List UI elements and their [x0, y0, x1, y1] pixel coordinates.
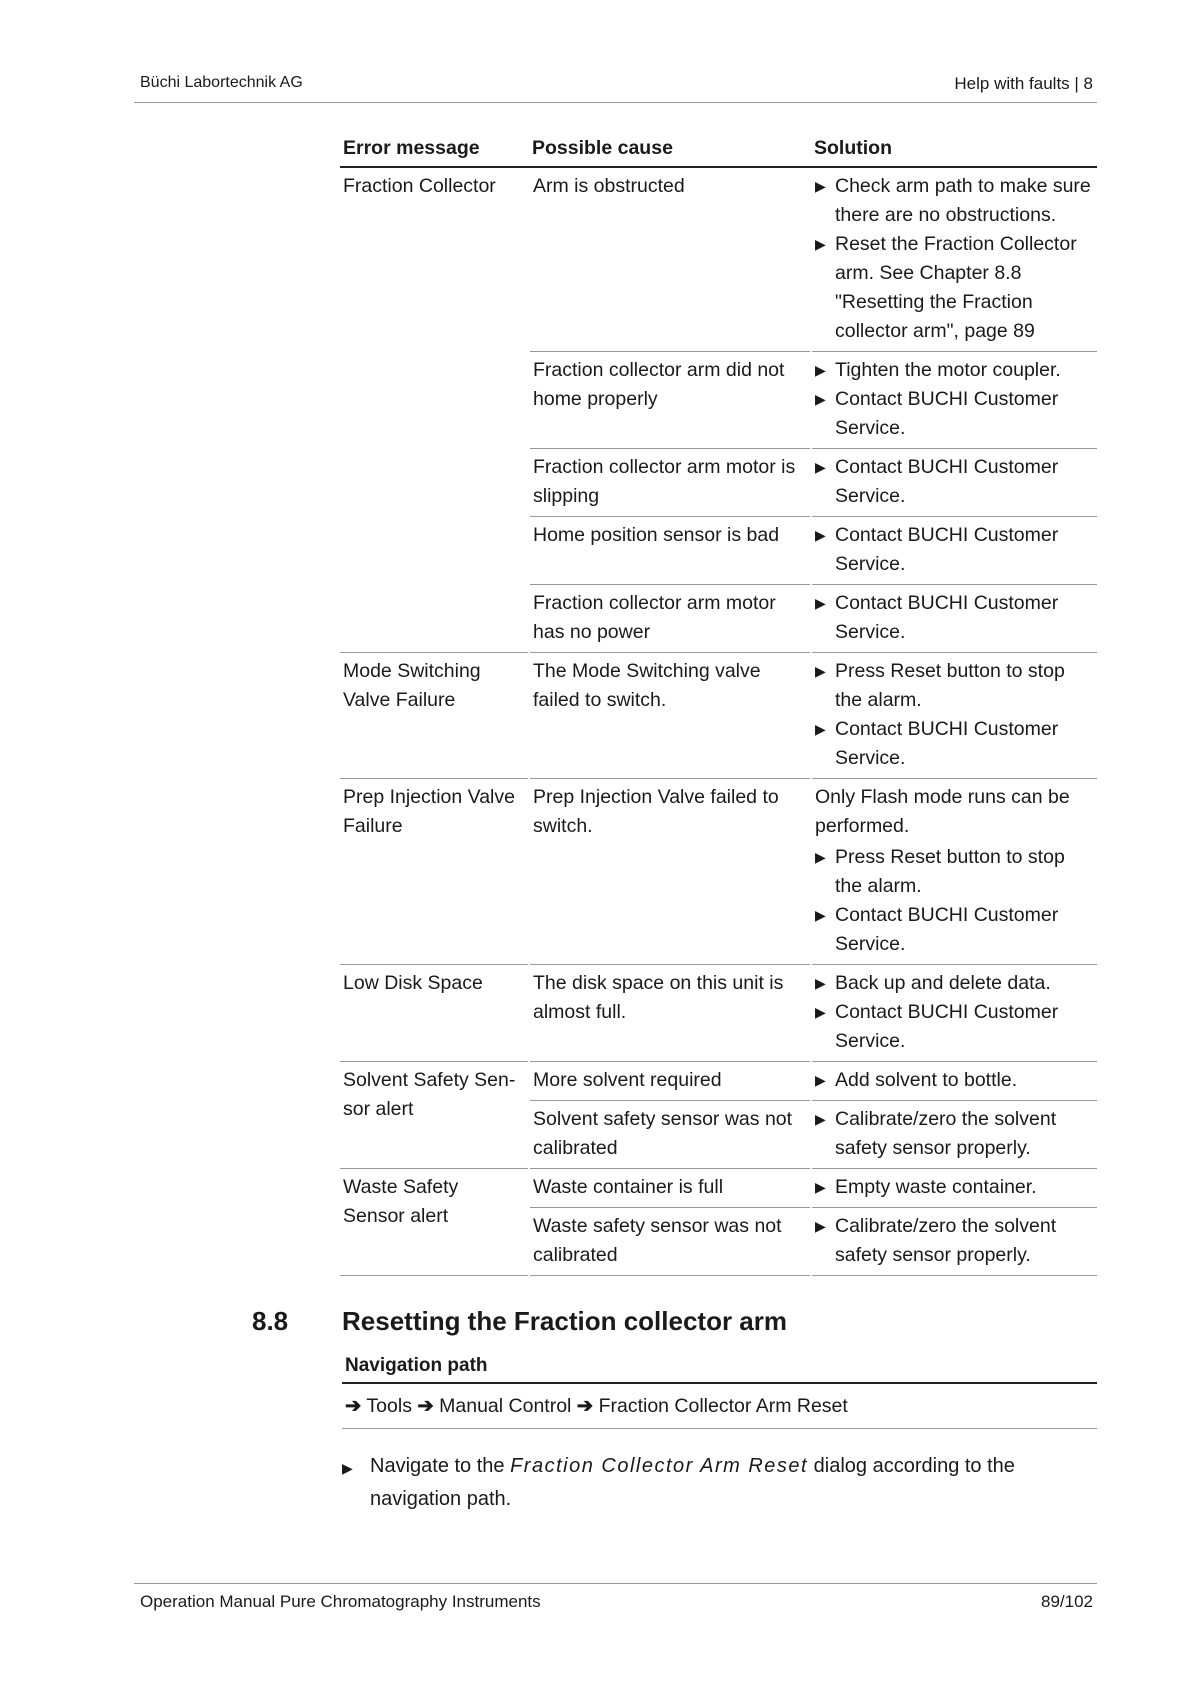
- bullet-triangle-icon: ▶: [815, 595, 826, 611]
- table-row: [340, 653, 1097, 779]
- solution-cell: [811, 1101, 1097, 1169]
- navigation-path-heading: Navigation path: [342, 1355, 1097, 1384]
- column-header-solution: Solution: [811, 132, 1097, 167]
- dialog-name: Fraction Collector Arm Reset: [510, 1455, 809, 1477]
- solution-text: Add solvent to bottle.: [835, 1069, 1018, 1091]
- solution-item: [815, 385, 1094, 443]
- solution-text: Reset the Fraction Collector arm. See Chapter 8.8 "Resetting the Fraction collector arm", page 89: [835, 233, 1077, 342]
- solution-text: Calibrate/zero the solvent safety sensor properly.: [835, 1215, 1057, 1266]
- solution-cell: [811, 1208, 1097, 1276]
- error-message-cell: Solvent Safety Sen-sor alert: [340, 1062, 529, 1169]
- solution-item: [815, 521, 1094, 579]
- possible-cause-cell: Waste safety sensor was not calibrated: [529, 1208, 811, 1276]
- possible-cause-cell: Arm is obstructed: [529, 167, 811, 352]
- bullet-triangle-icon: ▶: [815, 362, 826, 378]
- section-title: Resetting the Fraction collector arm: [342, 1306, 787, 1336]
- solution-text: Contact BUCHI Customer Service.: [835, 388, 1059, 439]
- possible-cause-cell: Prep Injection Valve failed to switch.: [529, 779, 811, 965]
- solution-item: [815, 969, 1094, 998]
- bullet-triangle-icon: ▶: [815, 178, 826, 194]
- solution-note: Only Flash mode runs can be performed.: [815, 786, 1070, 837]
- solution-cell: [811, 965, 1097, 1062]
- solution-item: [815, 1066, 1094, 1095]
- column-header-cause: Possible cause: [529, 132, 811, 167]
- navigation-path: [342, 1384, 1097, 1429]
- solution-text: Press Reset button to stop the alarm.: [835, 660, 1065, 711]
- footer-page-number: 89/102: [1041, 1592, 1093, 1611]
- bullet-triangle-icon: ▶: [815, 1072, 826, 1088]
- possible-cause-cell: The Mode Switching valve failed to switch.: [529, 653, 811, 779]
- solution-item: [815, 589, 1094, 647]
- instruction-prefix: Navigate to the: [370, 1455, 505, 1477]
- bullet-triangle-icon: ▶: [815, 1179, 826, 1195]
- possible-cause-cell: Fraction collector arm motor has no power: [529, 585, 811, 653]
- solution-text: Back up and delete data.: [835, 972, 1051, 994]
- bullet-triangle-icon: ▶: [815, 663, 826, 679]
- instruction-text: [342, 1450, 1097, 1516]
- possible-cause-cell: Fraction collector arm motor is slipping: [529, 449, 811, 517]
- nav-step-arm-reset: Fraction Collector Arm Reset: [598, 1395, 848, 1417]
- possible-cause-cell: The disk space on this unit is almost full.: [529, 965, 811, 1062]
- solution-cell: [811, 352, 1097, 449]
- solution-text: Calibrate/zero the solvent safety sensor properly.: [835, 1108, 1057, 1159]
- solution-text: Contact BUCHI Customer Service.: [835, 904, 1059, 955]
- section-number: 8.8: [252, 1306, 289, 1336]
- solution-item: [815, 1105, 1094, 1163]
- solution-item: [815, 998, 1094, 1056]
- header-divider: [134, 102, 1097, 103]
- header-section: Help with faults | 8: [954, 74, 1093, 93]
- bullet-triangle-icon: ▶: [815, 1004, 826, 1020]
- bullet-triangle-icon: ▶: [815, 849, 826, 865]
- bullet-triangle-icon: ▶: [815, 975, 826, 991]
- solution-item: [815, 901, 1094, 959]
- solution-item: [815, 172, 1094, 230]
- solution-text: Contact BUCHI Customer Service.: [835, 718, 1059, 769]
- possible-cause-cell: Fraction collector arm did not home properly: [529, 352, 811, 449]
- fault-table-container: [340, 132, 1097, 1276]
- error-message-cell: Low Disk Space: [340, 965, 529, 1062]
- navigation-path-box: [342, 1355, 1097, 1429]
- error-message-cell: Fraction Collector: [340, 167, 529, 653]
- solution-cell: [811, 1062, 1097, 1101]
- solution-text: Contact BUCHI Customer Service.: [835, 592, 1059, 643]
- bullet-triangle-icon: ▶: [815, 1218, 826, 1234]
- solution-cell: [811, 653, 1097, 779]
- error-message-cell: Waste Safety Sensor alert: [340, 1169, 529, 1276]
- solution-text: Contact BUCHI Customer Service.: [835, 456, 1059, 507]
- arrow-right-icon: ➔: [576, 1395, 594, 1417]
- solution-item: [815, 1212, 1094, 1270]
- solution-text: Contact BUCHI Customer Service.: [835, 524, 1059, 575]
- solution-cell: [811, 1169, 1097, 1208]
- bullet-triangle-icon: ▶: [815, 391, 826, 407]
- solution-cell: [811, 779, 1097, 965]
- solution-item: [815, 843, 1094, 901]
- solution-cell: [811, 517, 1097, 585]
- nav-step-tools: Tools: [366, 1395, 412, 1417]
- possible-cause-cell: Solvent safety sensor was not calibrated: [529, 1101, 811, 1169]
- solution-text: Check arm path to make sure there are no obstructions.: [835, 175, 1091, 226]
- fault-table-body: [340, 167, 1097, 1276]
- solution-cell: [811, 585, 1097, 653]
- table-row: [340, 779, 1097, 965]
- column-header-error: Error message: [340, 132, 529, 167]
- solution-text: Empty waste container.: [835, 1176, 1037, 1198]
- instruction-step: [342, 1450, 1097, 1516]
- fault-table: [340, 132, 1097, 1276]
- possible-cause-cell: Waste container is full: [529, 1169, 811, 1208]
- solution-cell: [811, 449, 1097, 517]
- bullet-triangle-icon: ▶: [815, 527, 826, 543]
- arrow-right-icon: ➔: [345, 1395, 362, 1417]
- bullet-triangle-icon: ▶: [815, 459, 826, 475]
- footer-divider: [134, 1583, 1097, 1584]
- possible-cause-cell: More solvent required: [529, 1062, 811, 1101]
- solution-item: [815, 453, 1094, 511]
- table-row: [340, 167, 1097, 352]
- error-message-cell: Prep Injection Valve Failure: [340, 779, 529, 965]
- solution-item: [815, 1173, 1094, 1202]
- arrow-right-icon: ➔: [417, 1395, 434, 1417]
- solution-text: Contact BUCHI Customer Service.: [835, 1001, 1059, 1052]
- solution-item: [815, 230, 1094, 346]
- nav-step-manual-control: Manual Control: [439, 1395, 572, 1417]
- solution-text: Press Reset button to stop the alarm.: [835, 846, 1065, 897]
- header-company: Büchi Labortechnik AG: [140, 74, 303, 91]
- solution-item: [815, 356, 1094, 385]
- table-row: [340, 1062, 1097, 1101]
- bullet-triangle-icon: ▶: [815, 236, 826, 252]
- solution-text: Tighten the motor coupler.: [835, 359, 1061, 381]
- bullet-triangle-icon: ▶: [815, 907, 826, 923]
- table-row: [340, 1169, 1097, 1208]
- solution-item: [815, 657, 1094, 715]
- solution-cell: [811, 167, 1097, 352]
- solution-item: [815, 715, 1094, 773]
- bullet-triangle-icon: ▶: [815, 721, 826, 737]
- footer-manual-title: Operation Manual Pure Chromatography Instruments: [140, 1592, 541, 1611]
- possible-cause-cell: Home position sensor is bad: [529, 517, 811, 585]
- bullet-triangle-icon: ▶: [815, 1111, 826, 1127]
- table-row: [340, 965, 1097, 1062]
- bullet-triangle-icon: ▶: [342, 1460, 353, 1476]
- table-header-row: [340, 132, 1097, 167]
- error-message-cell: Mode Switching Valve Failure: [340, 653, 529, 779]
- instruction-suffix: dialog according to the navigation path.: [370, 1455, 1015, 1510]
